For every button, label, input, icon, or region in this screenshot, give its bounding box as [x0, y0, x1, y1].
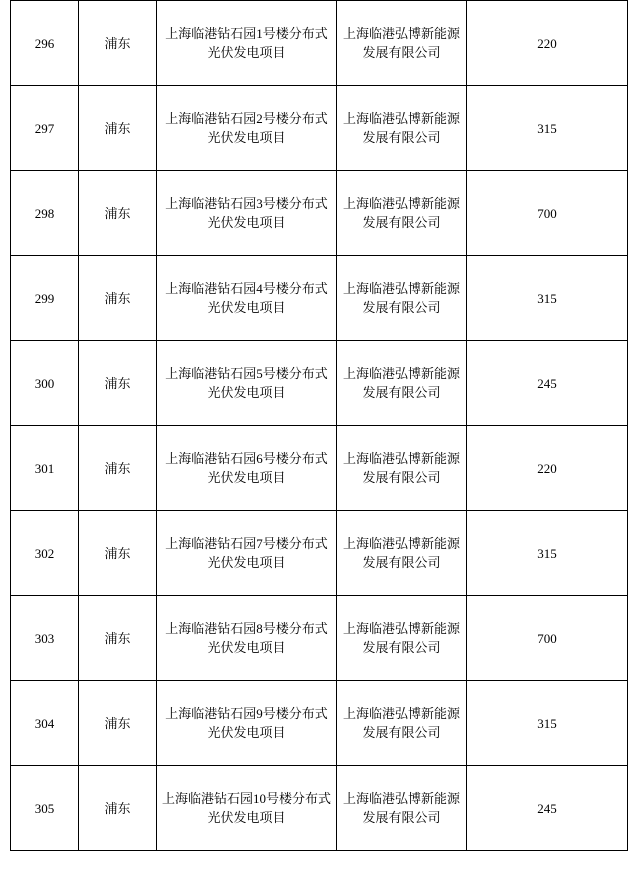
- row-capacity-cell: [467, 341, 628, 426]
- table-row: [11, 596, 628, 681]
- row-capacity-cell: [467, 256, 628, 341]
- row-capacity-text: 315: [537, 715, 557, 731]
- row-capacity-cell: [467, 171, 628, 256]
- row-project-text: 上海临港钻石园10号楼分布式光伏发电项目: [161, 791, 331, 825]
- row-district-text: 浦东: [104, 375, 131, 391]
- row-project-text: 上海临港钻石园8号楼分布式光伏发电项目: [165, 621, 328, 655]
- row-district-cell: [79, 86, 157, 171]
- row-capacity-cell: [467, 426, 628, 511]
- row-district-cell: [79, 171, 157, 256]
- row-capacity-text: 700: [537, 205, 557, 221]
- row-capacity-cell: [467, 596, 628, 681]
- row-capacity-cell: [467, 1, 628, 86]
- row-district-cell: [79, 426, 157, 511]
- row-index-text: 303: [34, 630, 55, 646]
- row-company-text: 上海临港弘博新能源发展有限公司: [342, 366, 460, 400]
- row-index-text: 300: [34, 375, 55, 391]
- row-project-cell: [157, 1, 337, 86]
- row-project-cell: [157, 86, 337, 171]
- row-capacity-text: 315: [537, 120, 557, 136]
- row-company-cell: [337, 596, 467, 681]
- table-row: [11, 341, 628, 426]
- row-index-text: 298: [34, 205, 55, 221]
- row-project-text: 上海临港钻石园4号楼分布式光伏发电项目: [165, 281, 328, 315]
- row-project-cell: [157, 426, 337, 511]
- row-index-cell: [11, 341, 79, 426]
- row-index-text: 296: [34, 35, 55, 51]
- table-row: [11, 86, 628, 171]
- table-row: [11, 426, 628, 511]
- row-capacity-text: 245: [537, 800, 557, 816]
- row-district-text: 浦东: [104, 715, 131, 731]
- table-row: [11, 511, 628, 596]
- row-capacity-text: 220: [537, 35, 557, 51]
- row-district-cell: [79, 766, 157, 851]
- row-company-cell: [337, 86, 467, 171]
- row-index-text: 305: [34, 800, 55, 816]
- row-index-cell: [11, 681, 79, 766]
- row-index-cell: [11, 511, 79, 596]
- row-capacity-text: 315: [537, 545, 557, 561]
- row-district-cell: [79, 596, 157, 681]
- row-company-text: 上海临港弘博新能源发展有限公司: [342, 111, 460, 145]
- table-row: [11, 1, 628, 86]
- table-row: [11, 681, 628, 766]
- row-project-text: 上海临港钻石园7号楼分布式光伏发电项目: [165, 536, 328, 570]
- row-project-text: 上海临港钻石园9号楼分布式光伏发电项目: [165, 706, 328, 740]
- row-index-cell: [11, 86, 79, 171]
- row-index-cell: [11, 1, 79, 86]
- row-project-cell: [157, 171, 337, 256]
- row-project-cell: [157, 256, 337, 341]
- row-district-cell: [79, 256, 157, 341]
- row-project-cell: [157, 681, 337, 766]
- row-project-text: 上海临港钻石园3号楼分布式光伏发电项目: [165, 196, 328, 230]
- row-company-cell: [337, 1, 467, 86]
- row-company-cell: [337, 766, 467, 851]
- row-district-cell: [79, 1, 157, 86]
- row-company-cell: [337, 341, 467, 426]
- row-project-cell: [157, 341, 337, 426]
- row-index-cell: [11, 256, 79, 341]
- row-project-text: 上海临港钻石园1号楼分布式光伏发电项目: [165, 26, 328, 60]
- row-capacity-text: 315: [537, 290, 557, 306]
- row-district-text: 浦东: [104, 545, 131, 561]
- row-district-text: 浦东: [104, 800, 131, 816]
- row-index-cell: [11, 171, 79, 256]
- row-index-text: 301: [34, 460, 55, 476]
- row-company-text: 上海临港弘博新能源发展有限公司: [342, 281, 460, 315]
- row-company-cell: [337, 681, 467, 766]
- row-company-cell: [337, 171, 467, 256]
- row-district-cell: [79, 511, 157, 596]
- row-capacity-text: 220: [537, 460, 557, 476]
- row-project-cell: [157, 511, 337, 596]
- row-company-text: 上海临港弘博新能源发展有限公司: [342, 196, 460, 230]
- row-district-cell: [79, 681, 157, 766]
- row-company-cell: [337, 256, 467, 341]
- row-capacity-text: 245: [537, 375, 557, 391]
- row-company-text: 上海临港弘博新能源发展有限公司: [342, 621, 460, 655]
- row-company-text: 上海临港弘博新能源发展有限公司: [342, 26, 460, 60]
- row-district-text: 浦东: [104, 290, 131, 306]
- row-capacity-text: 700: [537, 630, 557, 646]
- row-project-text: 上海临港钻石园6号楼分布式光伏发电项目: [165, 451, 328, 485]
- row-project-cell: [157, 596, 337, 681]
- row-project-cell: [157, 766, 337, 851]
- row-district-cell: [79, 341, 157, 426]
- row-company-text: 上海临港弘博新能源发展有限公司: [342, 451, 460, 485]
- row-company-text: 上海临港弘博新能源发展有限公司: [342, 706, 460, 740]
- project-list-table: [10, 0, 628, 851]
- row-company-cell: [337, 511, 467, 596]
- row-project-text: 上海临港钻石园2号楼分布式光伏发电项目: [165, 111, 328, 145]
- row-capacity-cell: [467, 86, 628, 171]
- row-index-cell: [11, 426, 79, 511]
- row-capacity-cell: [467, 511, 628, 596]
- row-district-text: 浦东: [104, 205, 131, 221]
- table-row: [11, 766, 628, 851]
- table-row: [11, 171, 628, 256]
- row-capacity-cell: [467, 681, 628, 766]
- row-index-text: 299: [34, 290, 55, 306]
- row-index-cell: [11, 766, 79, 851]
- row-district-text: 浦东: [104, 460, 131, 476]
- row-district-text: 浦东: [104, 120, 131, 136]
- row-index-text: 304: [34, 715, 55, 731]
- row-index-text: 302: [34, 545, 55, 561]
- table-row: [11, 256, 628, 341]
- row-district-text: 浦东: [104, 630, 131, 646]
- row-company-text: 上海临港弘博新能源发展有限公司: [342, 791, 460, 825]
- row-district-text: 浦东: [104, 35, 131, 51]
- row-capacity-cell: [467, 766, 628, 851]
- table-body: [11, 1, 628, 851]
- row-index-text: 297: [34, 120, 55, 136]
- row-index-cell: [11, 596, 79, 681]
- row-project-text: 上海临港钻石园5号楼分布式光伏发电项目: [165, 366, 328, 400]
- row-company-cell: [337, 426, 467, 511]
- row-company-text: 上海临港弘博新能源发展有限公司: [342, 536, 460, 570]
